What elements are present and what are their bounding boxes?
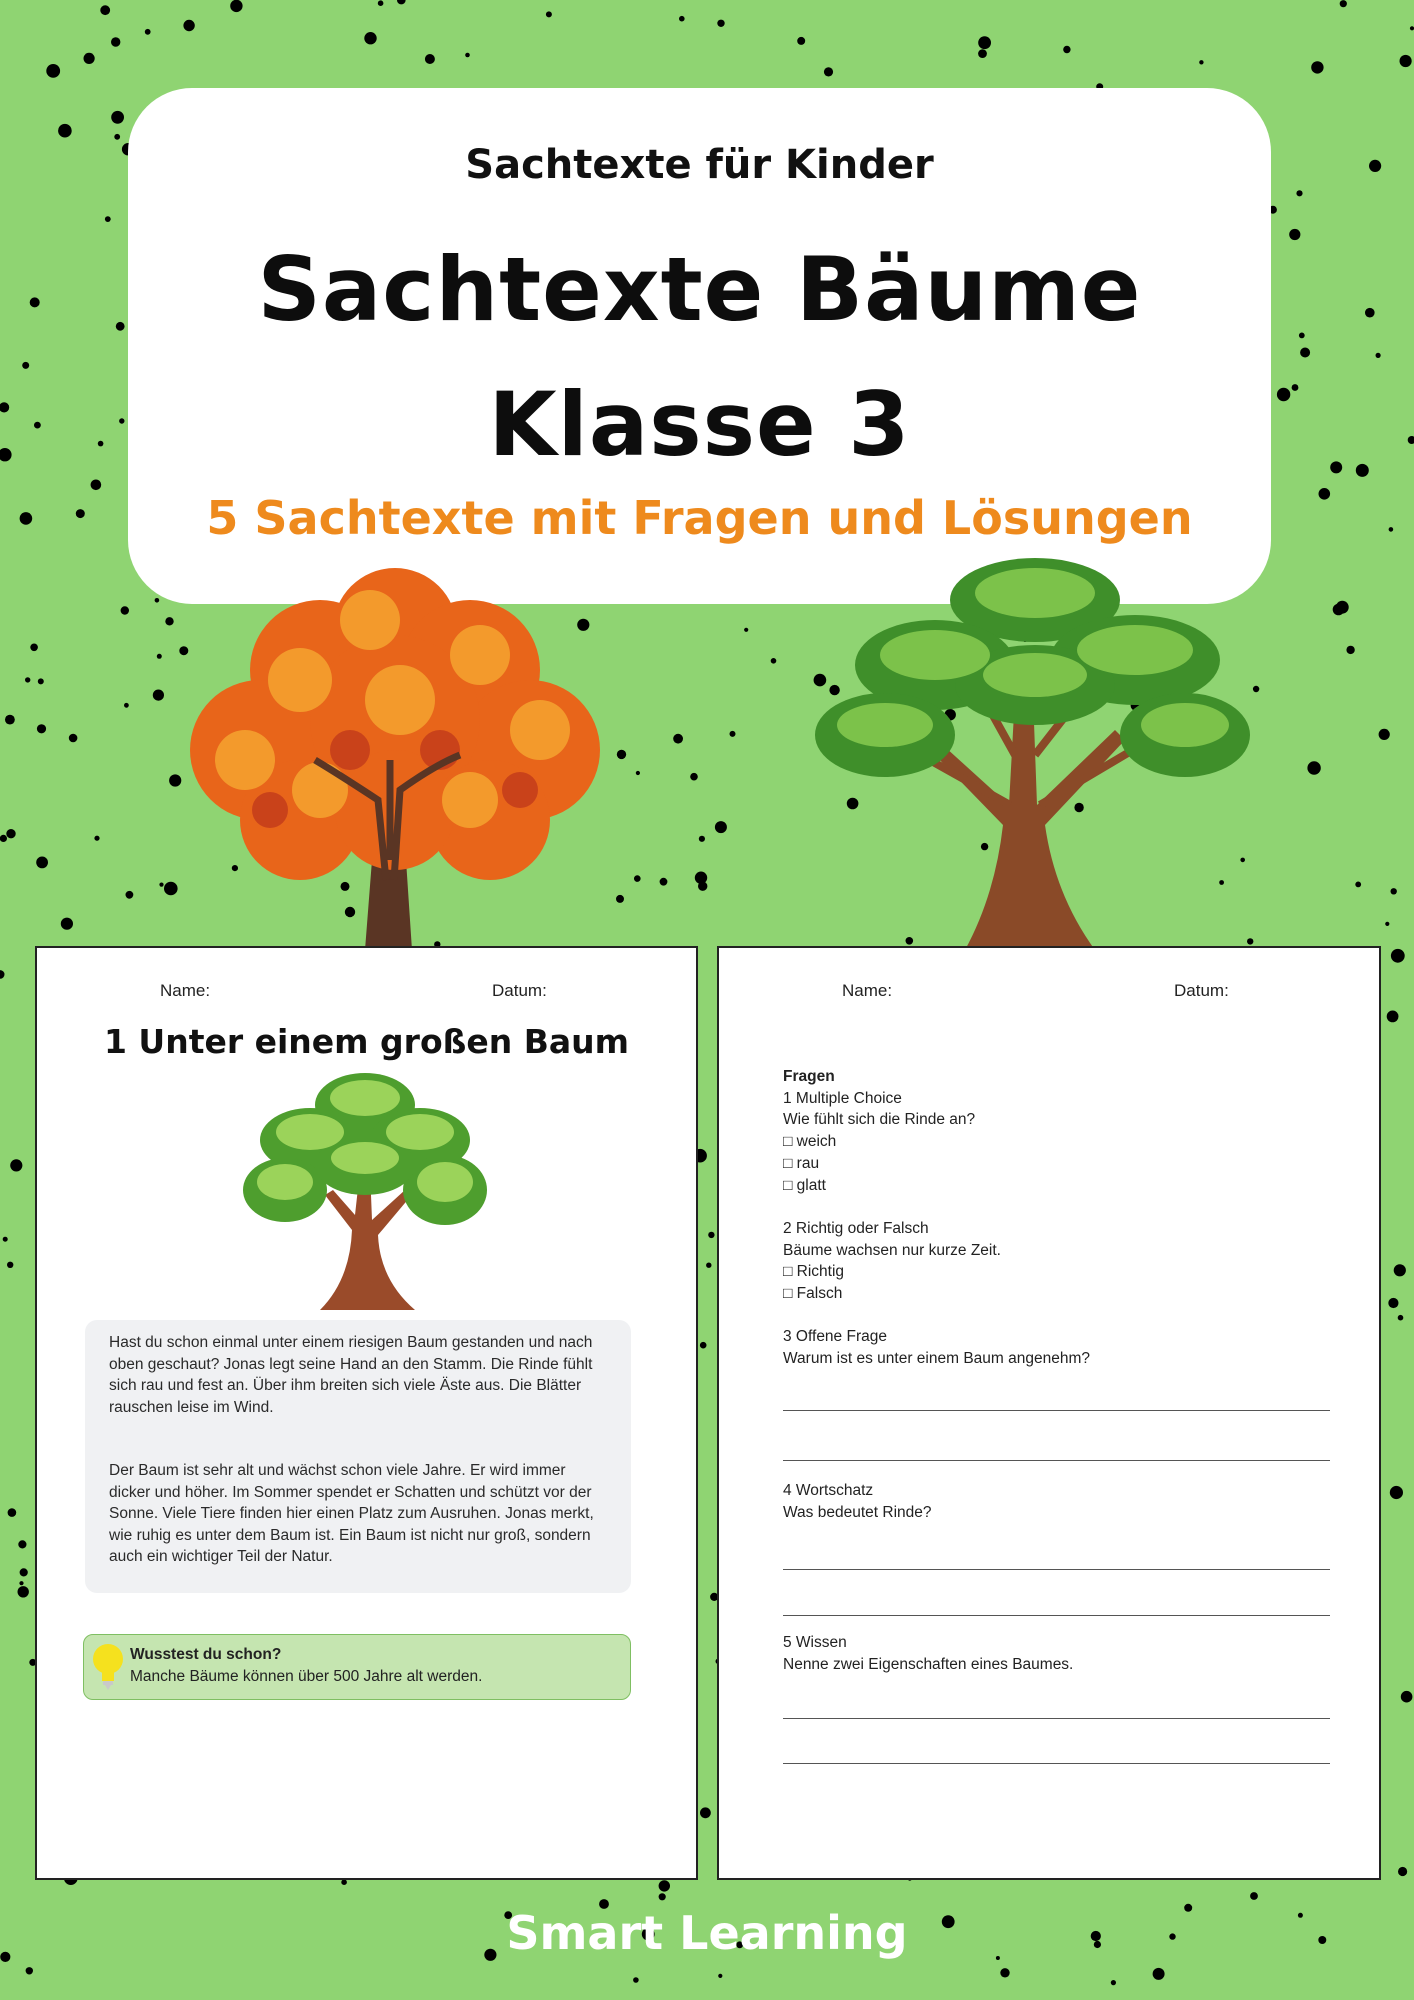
decor-dot — [698, 882, 707, 891]
questions-heading: Fragen — [783, 1068, 835, 1085]
decor-dot — [690, 773, 698, 781]
answer-line[interactable] — [783, 1763, 1330, 1764]
decor-dot — [10, 1159, 22, 1171]
decor-dot — [1391, 949, 1405, 963]
decor-dot — [20, 1568, 28, 1576]
decor-dot — [1296, 190, 1302, 196]
decor-dot — [1292, 384, 1299, 391]
decor-dot — [30, 297, 40, 307]
decor-dot — [659, 1880, 670, 1891]
decor-dot — [1250, 1892, 1258, 1900]
decor-dot — [1410, 26, 1414, 30]
decor-dot — [58, 124, 72, 138]
decor-dot — [1376, 353, 1381, 358]
decor-dot — [25, 677, 30, 682]
decor-dot — [397, 0, 406, 4]
decor-dot — [824, 67, 833, 76]
question-1-text: Wie fühlt sich die Rinde an? — [783, 1111, 976, 1129]
decor-dot — [1369, 160, 1381, 172]
decor-dot — [1391, 888, 1397, 894]
fact-text: Manche Bäume können über 500 Jahre alt werden. — [130, 1668, 483, 1685]
decor-dot — [425, 54, 435, 64]
date-label: Datum: — [492, 981, 547, 1000]
decor-dot — [30, 644, 38, 652]
checkbox-option-weich[interactable]: □ weich — [783, 1133, 837, 1151]
autumn-tree-illustration — [150, 560, 640, 950]
question-1-type: 1 Multiple Choice — [783, 1089, 902, 1107]
decor-dot — [1401, 1691, 1413, 1703]
questions-block — [783, 1066, 1343, 1370]
decor-dot — [1199, 60, 1203, 64]
question-5-text: Nenne zwei Eigenschaften eines Baumes. — [783, 1655, 1074, 1673]
question-4-type: 4 Wortschatz — [783, 1482, 874, 1499]
decor-dot — [91, 480, 102, 491]
question-4-text: Was bedeutet Rinde? — [783, 1503, 932, 1521]
subtitle: 5 Sachtexte mit Fragen und Lösungen — [206, 491, 1193, 545]
decor-dot — [708, 1232, 714, 1238]
decor-dot — [717, 20, 724, 27]
decor-dot — [744, 628, 748, 632]
decor-dot — [1277, 388, 1290, 401]
green-tree-illustration — [815, 555, 1255, 950]
decor-dot — [978, 36, 991, 49]
worksheet-questions-page — [717, 946, 1381, 1880]
decor-dot — [34, 422, 41, 429]
decor-dot — [0, 835, 7, 842]
decor-dot — [679, 16, 685, 22]
decor-dot — [61, 918, 73, 930]
decor-dot — [145, 29, 151, 35]
decor-dot — [116, 322, 125, 331]
decor-dot — [125, 891, 133, 899]
checkbox-option-falsch[interactable]: □ Falsch — [783, 1285, 843, 1303]
decor-dot — [18, 1540, 26, 1548]
date-label: Datum: — [1174, 981, 1229, 1000]
decor-dot — [121, 606, 129, 614]
decor-dot — [37, 724, 46, 733]
decor-dot — [730, 731, 736, 737]
decor-dot — [1300, 348, 1310, 358]
decor-dot — [341, 1879, 347, 1885]
decor-dot — [105, 216, 111, 222]
decor-dot — [771, 658, 777, 664]
answer-line[interactable] — [783, 1718, 1330, 1719]
question-3-text: Warum ist es unter einem Baum angenehm? — [783, 1350, 1090, 1368]
decor-dot — [111, 111, 124, 124]
decor-dot — [1385, 922, 1389, 926]
decor-dot — [1330, 461, 1342, 473]
decor-dot — [26, 1967, 33, 1974]
decor-dot — [700, 1342, 707, 1349]
question-3-type: 3 Offene Frage — [783, 1328, 887, 1346]
decor-dot — [715, 821, 727, 833]
decor-dot — [718, 1974, 722, 1978]
brand-footer: Smart Learning — [506, 1906, 908, 1960]
decor-dot — [1299, 333, 1305, 339]
decor-dot — [0, 402, 9, 412]
decor-dot — [1000, 1968, 1009, 1977]
decor-dot — [8, 1508, 17, 1517]
decor-dot — [1408, 436, 1414, 444]
answer-line[interactable] — [783, 1615, 1330, 1616]
decor-dot — [1365, 308, 1375, 318]
decor-dot — [1319, 488, 1331, 500]
decor-dot — [1063, 46, 1070, 53]
lightbulb-icon — [90, 1641, 126, 1691]
decor-dot — [1379, 729, 1390, 740]
name-label: Name: — [160, 981, 211, 1000]
decor-dot — [1398, 1867, 1407, 1876]
decor-dot — [114, 134, 120, 140]
decor-dot — [797, 37, 805, 45]
decor-dot — [1340, 0, 1347, 7]
decor-dot — [378, 0, 384, 6]
decor-dot — [1400, 55, 1412, 67]
decor-dot — [6, 829, 15, 838]
reading-text-box — [85, 1320, 631, 1593]
decor-dot — [19, 1581, 23, 1585]
decor-dot — [699, 836, 705, 842]
decor-dot — [0, 970, 5, 979]
decor-dot — [76, 509, 85, 518]
decor-dot — [38, 678, 44, 684]
decor-dot — [124, 703, 129, 708]
worksheet-title: 1 Unter einem großen Baum — [103, 1022, 630, 1061]
decor-dot — [546, 11, 552, 17]
decor-dot — [1111, 1980, 1116, 1985]
checkbox-option-glatt[interactable]: □ glatt — [783, 1176, 826, 1194]
fact-title: Wusstest du schon? — [130, 1646, 282, 1663]
question-4-block — [783, 1480, 1343, 1523]
main-title-line1: Sachtexte Bäume — [257, 238, 1142, 341]
decor-dot — [1333, 604, 1345, 616]
decor-dot — [1389, 527, 1394, 532]
decor-dot — [5, 715, 15, 725]
decor-dot — [18, 1586, 29, 1597]
did-you-know-box — [83, 1634, 631, 1700]
decor-dot — [700, 1807, 711, 1818]
decor-dot — [364, 32, 376, 44]
decor-dot — [69, 734, 78, 743]
decor-dot — [111, 37, 120, 46]
decor-dot — [20, 512, 33, 525]
checkbox-option-richtig[interactable]: □ Richtig — [783, 1263, 845, 1281]
question-5-type: 5 Wissen — [783, 1634, 847, 1651]
worksheet-tree-illustration — [240, 1070, 490, 1310]
decor-dot — [0, 448, 12, 461]
decor-dot — [1390, 1486, 1403, 1499]
decor-dot — [183, 20, 194, 31]
answer-line[interactable] — [783, 1410, 1330, 1411]
answer-line[interactable] — [783, 1460, 1330, 1461]
decor-dot — [1356, 464, 1369, 477]
decor-dot — [465, 53, 470, 58]
decor-dot — [1346, 646, 1354, 654]
reading-paragraph: Der Baum ist sehr alt und wächst schon viele Jahre. Er wird immer dicker und höher. Im Sommer spendet er Schatten und schützt vor der Sonne. Viele Tiere finden hier einen Platz zum Ausruhen. Jonas merkt, wie ruhig es unter dem Baum ist. Ein Baum ist nicht nur groß, sondern auch ein wichtiger Teil der Natur. — [109, 1462, 594, 1565]
decor-dot — [706, 1263, 711, 1268]
decor-dot — [1311, 61, 1323, 73]
decor-dot — [978, 49, 987, 58]
decor-dot — [7, 1262, 13, 1268]
decor-dot — [1394, 1264, 1406, 1276]
decor-dot — [230, 0, 242, 12]
checkbox-option-rau[interactable]: □ rau — [783, 1154, 820, 1172]
decor-dot — [1355, 882, 1361, 888]
decor-dot — [94, 836, 99, 841]
decor-dot — [46, 64, 60, 78]
decor-dot — [1387, 1011, 1399, 1023]
series-label: Sachtexte für Kinder — [465, 142, 934, 188]
decor-dot — [100, 5, 110, 15]
worksheet-text-page — [35, 946, 698, 1880]
decor-dot — [1398, 1315, 1404, 1321]
answer-line[interactable] — [783, 1569, 1330, 1570]
reading-paragraph: Hast du schon einmal unter einem riesigen Baum gestanden und nach oben geschaut? Jonas legt seine Hand an den Stamm. Die Rinde fühlt sich rau und fest an. Über ihm breiten sich viele Äste aus. Die Blätter rauschen leise im Wind. — [109, 1334, 593, 1416]
decor-dot — [98, 441, 104, 447]
decor-dot — [3, 1237, 8, 1242]
decor-dot — [84, 53, 95, 64]
decor-dot — [22, 362, 29, 369]
title-card — [128, 88, 1271, 604]
main-title-line2: Klasse 3 — [488, 373, 911, 476]
question-2-type: 2 Richtig oder Falsch — [783, 1219, 929, 1237]
decor-dot — [1153, 1968, 1165, 1980]
name-label: Name: — [842, 981, 893, 1000]
decor-dot — [660, 878, 668, 886]
question-2-text: Bäume wachsen nur kurze Zeit. — [783, 1241, 1001, 1259]
question-5-block — [783, 1632, 1343, 1675]
decor-dot — [1289, 229, 1300, 240]
decor-dot — [1307, 761, 1320, 774]
decor-dot — [36, 857, 48, 869]
decor-dot — [659, 1893, 666, 1900]
decor-dot — [633, 1977, 639, 1983]
decor-dot — [119, 418, 124, 423]
decor-dot — [673, 734, 683, 744]
decor-dot — [1388, 1298, 1398, 1308]
